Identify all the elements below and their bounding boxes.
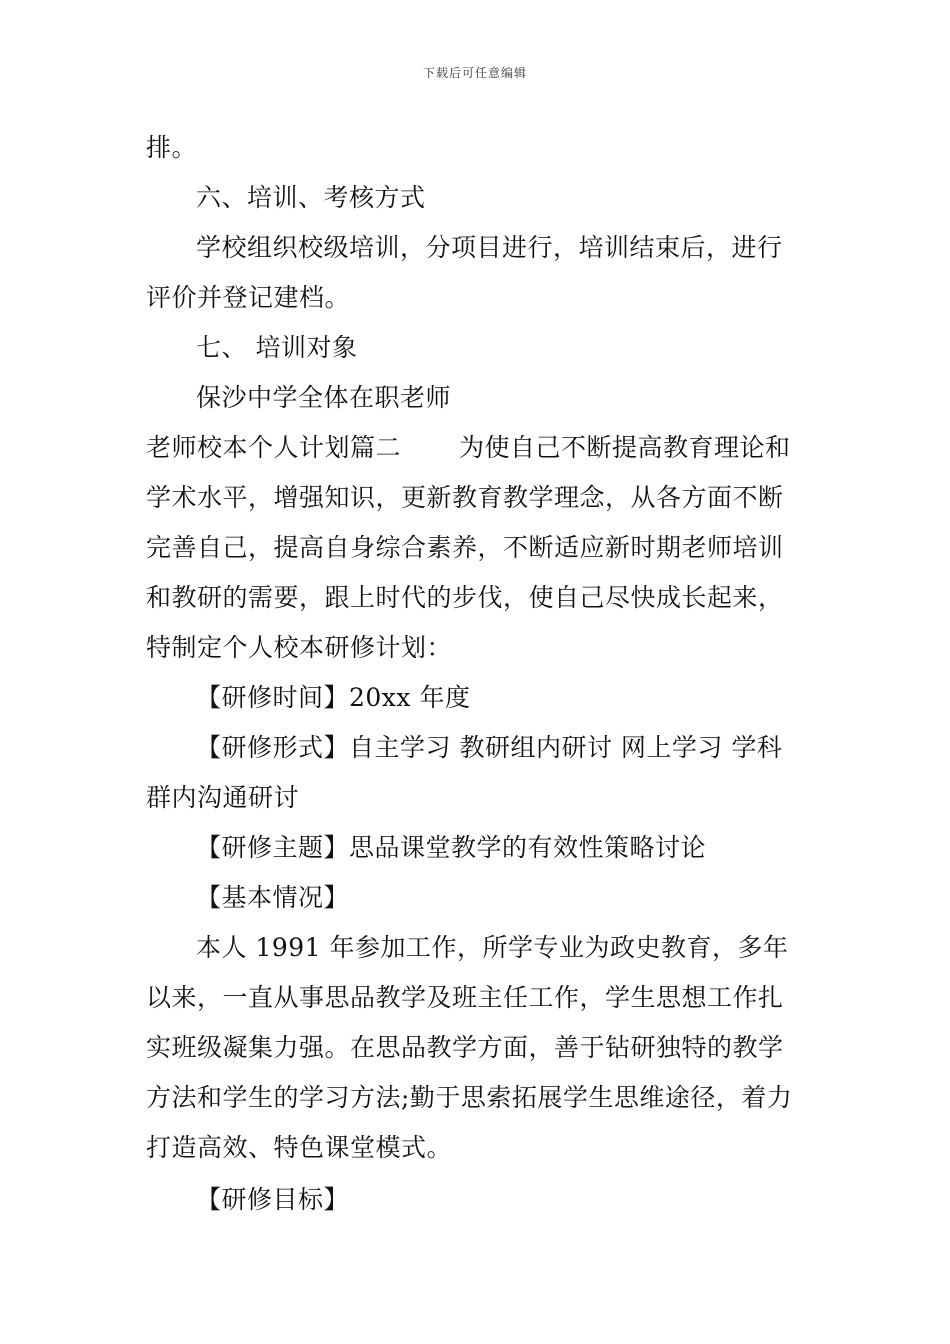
paragraph: 排。 bbox=[146, 133, 198, 162]
basic-situation-heading: 【基本情况】 bbox=[196, 883, 350, 912]
basic-situation-body: 本人 1991 年参加工作，所学专业为政史教育，多年以来，一直从事思品教学及班主任工作，学生思想工作扎实班级凝集力强。在思品教学方面，善于钻研独特的教学方法和学生的学习方法;勤于思索拓展学生思维途径，着力打造高效、特色课堂模式。 bbox=[146, 933, 793, 1162]
research-time: 【研修时间】20xx 年度 bbox=[196, 683, 471, 712]
section-heading-training-target: 七、 培训对象 bbox=[196, 333, 358, 362]
section2-intro: 为使自己不断提高教育理论和学术水平，增强知识，更新教育教学理念，从各方面不断完善自己，提高自身综合素养，不断适应新时期老师培训和教研的需要，跟上时代的步伐，使自己尽快成长起来，特制定个人校本研修计划： bbox=[146, 433, 791, 662]
section2-heading: 老师校本个人计划篇二 bbox=[146, 433, 402, 462]
page-header: 下载后可任意编辑 bbox=[422, 66, 527, 80]
research-form: 【研修形式】自主学习 教研组内研讨 网上学习 学科群内沟通研讨 bbox=[146, 733, 783, 812]
research-goal-heading: 【研修目标】 bbox=[196, 1185, 350, 1214]
paragraph: 保沙中学全体在职老师 bbox=[196, 383, 452, 412]
section-heading-training-method: 六、培训、考核方式 bbox=[196, 183, 426, 212]
section2-paragraph bbox=[146, 423, 806, 673]
research-theme: 【研修主题】思品课堂教学的有效性策略讨论 bbox=[196, 833, 707, 862]
document-body bbox=[146, 123, 806, 1225]
paragraph: 学校组织校级培训，分项目进行，培训结束后，进行评价并登记建档。 bbox=[146, 233, 783, 312]
